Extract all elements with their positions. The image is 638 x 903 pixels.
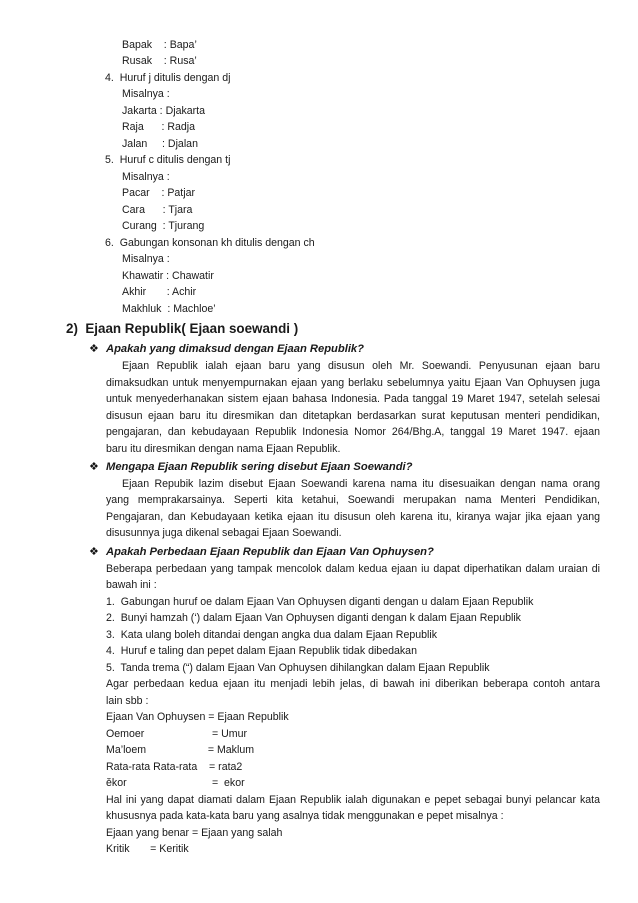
- paragraph-line: Pengajaran, dan Kebudayaan ketika ejaan itu disusun oleh karena itu, kiranya wajar jika ejaan yang: [106, 511, 600, 523]
- list-item: Cara : Tjara: [122, 204, 193, 216]
- paragraph-line: Agar perbedaan kedua ejaan itu menjadi lebih jelas, di bawah ini diberikan beberapa contoh antara: [106, 678, 600, 690]
- paragraph-line: khususnya pada kata-kata baru yang asalnya tidak menggunakan e pepet misalnya :: [106, 810, 504, 822]
- list-item: Jalan : Djalan: [122, 138, 198, 150]
- list-item: 5. Huruf c ditulis dengan tj: [105, 154, 231, 166]
- diamond-bullet-icon: ❖: [89, 343, 99, 355]
- list-item: Jakarta : Djakarta: [122, 105, 206, 117]
- paragraph-line: pengajaran, dan kebudayaan Republik Indonesia Nomor 264/Bhg.A, tanggal 19 Maret 1947. ejaan: [106, 426, 600, 438]
- paragraph-line: lain sbb :: [106, 695, 149, 707]
- list-item: Pacar : Patjar: [122, 187, 196, 199]
- paragraph-line: untuk menyederhanakan sistem ejaan bahasa Indonesia. Pada tanggal 19 Maret 1947, setelah selesai: [106, 393, 600, 405]
- example-line: Kritik = Keritik: [106, 843, 189, 855]
- list-item: 4. Huruf e taling dan pepet dalam Ejaan Republik tidak dibedakan: [106, 645, 417, 657]
- paragraph-line: dimaksudkan untuk menyempurnakan ejaan yang berlaku sebelumnya yaitu Ejaan Van Ophuysen juga: [106, 377, 600, 389]
- paragraph-line: disusun ejaan baru itu diresmikan dan ditetapkan berdasarkan surat keputusan menteri pendidikan,: [106, 410, 600, 422]
- example-line: Oemoer = Umur: [106, 728, 247, 740]
- section-heading: 2) Ejaan Republik( Ejaan soewandi ): [66, 321, 299, 336]
- list-item: 3. Kata ulang boleh ditandai dengan angka dua dalam Ejaan Republik: [106, 629, 438, 641]
- paragraph-line: Ejaan Repubik lazim disebut Ejaan Soewandi karena nama itu disesuaikan dengan nama orang: [122, 478, 600, 490]
- list-item: Misalnya :: [122, 88, 170, 100]
- list-item: Bapak : Bapa’: [122, 39, 197, 51]
- list-item: 1. Gabungan huruf oe dalam Ejaan Van Ophuysen diganti dengan u dalam Ejaan Republik: [106, 596, 534, 608]
- example-line: Rata-rata Rata-rata = rata2: [106, 761, 243, 773]
- list-item: 6. Gabungan konsonan kh ditulis dengan ch: [105, 237, 315, 249]
- paragraph-line: yang memprakarsainya. Seperti kita ketahui, Soewandi merupakan nama Menteri Pendidikan,: [106, 494, 600, 506]
- paragraph-line: baru itu diresmikan dengan nama Ejaan Republik.: [106, 443, 341, 455]
- list-item: 2. Bunyi hamzah (‘) dalam Ejaan Van Ophuysen diganti dengan k dalam Ejaan Republik: [106, 612, 521, 624]
- list-item: Khawatir : Chawatir: [122, 270, 214, 282]
- diamond-bullet-icon: ❖: [89, 546, 99, 558]
- example-line: Ma’loem = Maklum: [106, 744, 255, 756]
- list-item: Curang : Tjurang: [122, 220, 205, 232]
- paragraph-line: Beberapa perbedaan yang tampak mencolok dalam kedua ejaan iu dapat diperhatikan dalam uraian di: [106, 563, 600, 575]
- list-item: 4. Huruf j ditulis dengan dj: [105, 72, 231, 84]
- list-item: Raja : Radja: [122, 121, 196, 133]
- paragraph-line: Hal ini yang dapat diamati dalam Ejaan Republik ialah digunakan e pepet sebagai bunyi pelancar kata: [106, 794, 600, 806]
- list-item: Misalnya :: [122, 253, 170, 265]
- example-line: Ejaan yang benar = Ejaan yang salah: [106, 827, 283, 839]
- example-line: Ejaan Van Ophuysen = Ejaan Republik: [106, 711, 289, 723]
- paragraph-line: disusunnya juga dikenal sebagai Ejaan Soewandi.: [106, 527, 342, 539]
- diamond-bullet-icon: ❖: [89, 461, 99, 473]
- list-item: Akhir : Achir: [122, 286, 197, 298]
- list-item: Makhluk : Machloe’: [122, 303, 216, 315]
- list-item: 5. Tanda trema (“) dalam Ejaan Van Ophuysen dihilangkan dalam Ejaan Republik: [106, 662, 490, 674]
- question-heading: Apakah yang dimaksud dengan Ejaan Republik?: [106, 343, 364, 355]
- question-heading: Apakah Perbedaan Ejaan Republik dan Ejaan Van Ophuysen?: [106, 546, 434, 558]
- question-heading: Mengapa Ejaan Republik sering disebut Ejaan Soewandi?: [106, 461, 413, 473]
- list-item: Misalnya :: [122, 171, 170, 183]
- paragraph-line: Ejaan Republik ialah ejaan baru yang disusun oleh Mr. Soewandi. Penyusunan ejaan baru: [122, 360, 600, 372]
- paragraph-line: bawah ini :: [106, 579, 157, 591]
- list-item: Rusak : Rusa’: [122, 55, 197, 67]
- example-line: ĕkor = ekor: [106, 777, 245, 789]
